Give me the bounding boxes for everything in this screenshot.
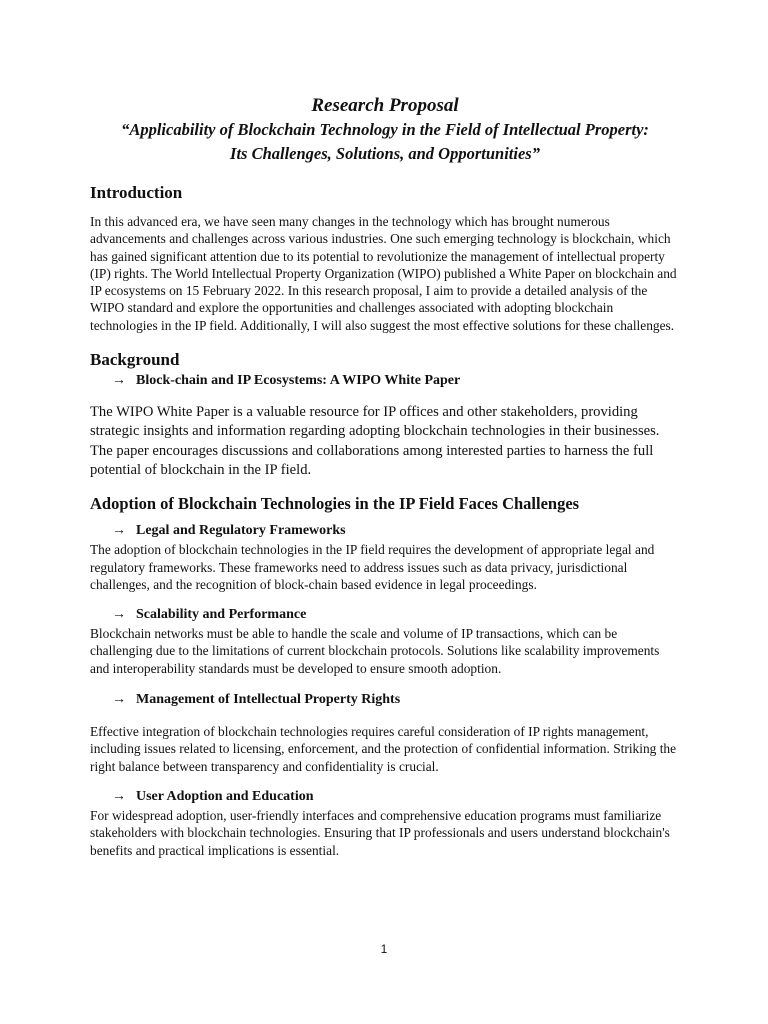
challenge-ip-rights-heading xyxy=(90,690,680,710)
right-arrow-icon: → xyxy=(112,692,126,708)
challenge-user-adoption-heading xyxy=(90,787,680,807)
right-arrow-icon: → xyxy=(112,607,126,623)
challenge-legal-heading xyxy=(90,521,680,541)
challenge-title: Legal and Regulatory Frameworks xyxy=(136,523,346,539)
challenge-title: User Adoption and Education xyxy=(136,788,314,804)
document-title: Research Proposal xyxy=(311,95,459,116)
right-arrow-icon: → xyxy=(112,373,126,389)
introduction-paragraph: In this advanced era, we have seen many changes in the technology which has brought numerous advancements and challenges across various industries. One such emerging technology is blockchain, which has gained significant attention due to its potential to revolutionize the management of intellectual property (IP) rights. The World Intellectual Property Organization (WIPO) published a White Paper on blockchain and IP ecosystems on 15 February 2022. In this research proposal, I aim to provide a detailed analysis of the WIPO standard and explore the opportunities and challenges associated with adopting blockchain technologies in the IP field. Additionally, I will also suggest the most effective solutions for these challenges. xyxy=(90,214,677,333)
challenge-paragraph: For widespread adoption, user-friendly interfaces and comprehensive education programs must familiarize stakeholders with blockchain technologies. Ensuring that IP professionals and users understand blockchain's benefits and practical implications is essential. xyxy=(90,807,670,858)
document-subtitle-line-1: “Applicability of Blockchain Technology in the Field of Intellectual Property: xyxy=(121,120,649,139)
challenge-title: Scalability and Performance xyxy=(136,607,307,623)
background-subheading xyxy=(90,371,680,391)
challenge-title: Management of Intellectual Property Rights xyxy=(136,692,401,708)
introduction-heading: Introduction xyxy=(90,183,183,202)
background-subheading-label: Block-chain and IP Ecosystems: A WIPO White Paper xyxy=(136,373,461,389)
background-paragraph: The WIPO White Paper is a valuable resource for IP offices and other stakeholders, providing strategic insights and information regarding adopting blockchain technologies in their businesses. The paper encourages discussions and collaborations among interested parties to harness the full potential of blockchain in the IP field. xyxy=(90,404,660,478)
challenge-paragraph: Effective integration of blockchain technologies requires careful consideration of IP rights management, including issues related to licensing, enforcement, and the protection of confidential information. Striking the right balance between transparency and confidentiality is crucial. xyxy=(90,724,677,774)
right-arrow-icon: → xyxy=(112,523,126,539)
adoption-heading: Adoption of Blockchain Technologies in the IP Field Faces Challenges xyxy=(90,494,580,514)
document-subtitle-line-2: Its Challenges, Solutions, and Opportunities” xyxy=(230,144,540,163)
background-heading: Background xyxy=(90,350,180,370)
challenge-paragraph: Blockchain networks must be able to handle the scale and volume of IP transactions, which can be challenging due to the limitations of current blockchain protocols. Solutions like scalability improvements and interoperability standards must be developed to ensure smooth adoption. xyxy=(90,626,660,676)
page-number: 1 xyxy=(380,942,388,956)
challenge-scalability-heading xyxy=(90,605,680,625)
challenge-paragraph: The adoption of blockchain technologies in the IP field requires the development of appropriate legal and regulatory frameworks. These frameworks need to address issues such as data privacy, jurisdictional challenges, and the recognition of block-chain based evidence in legal proceedings. xyxy=(90,542,655,592)
right-arrow-icon: → xyxy=(112,788,126,804)
